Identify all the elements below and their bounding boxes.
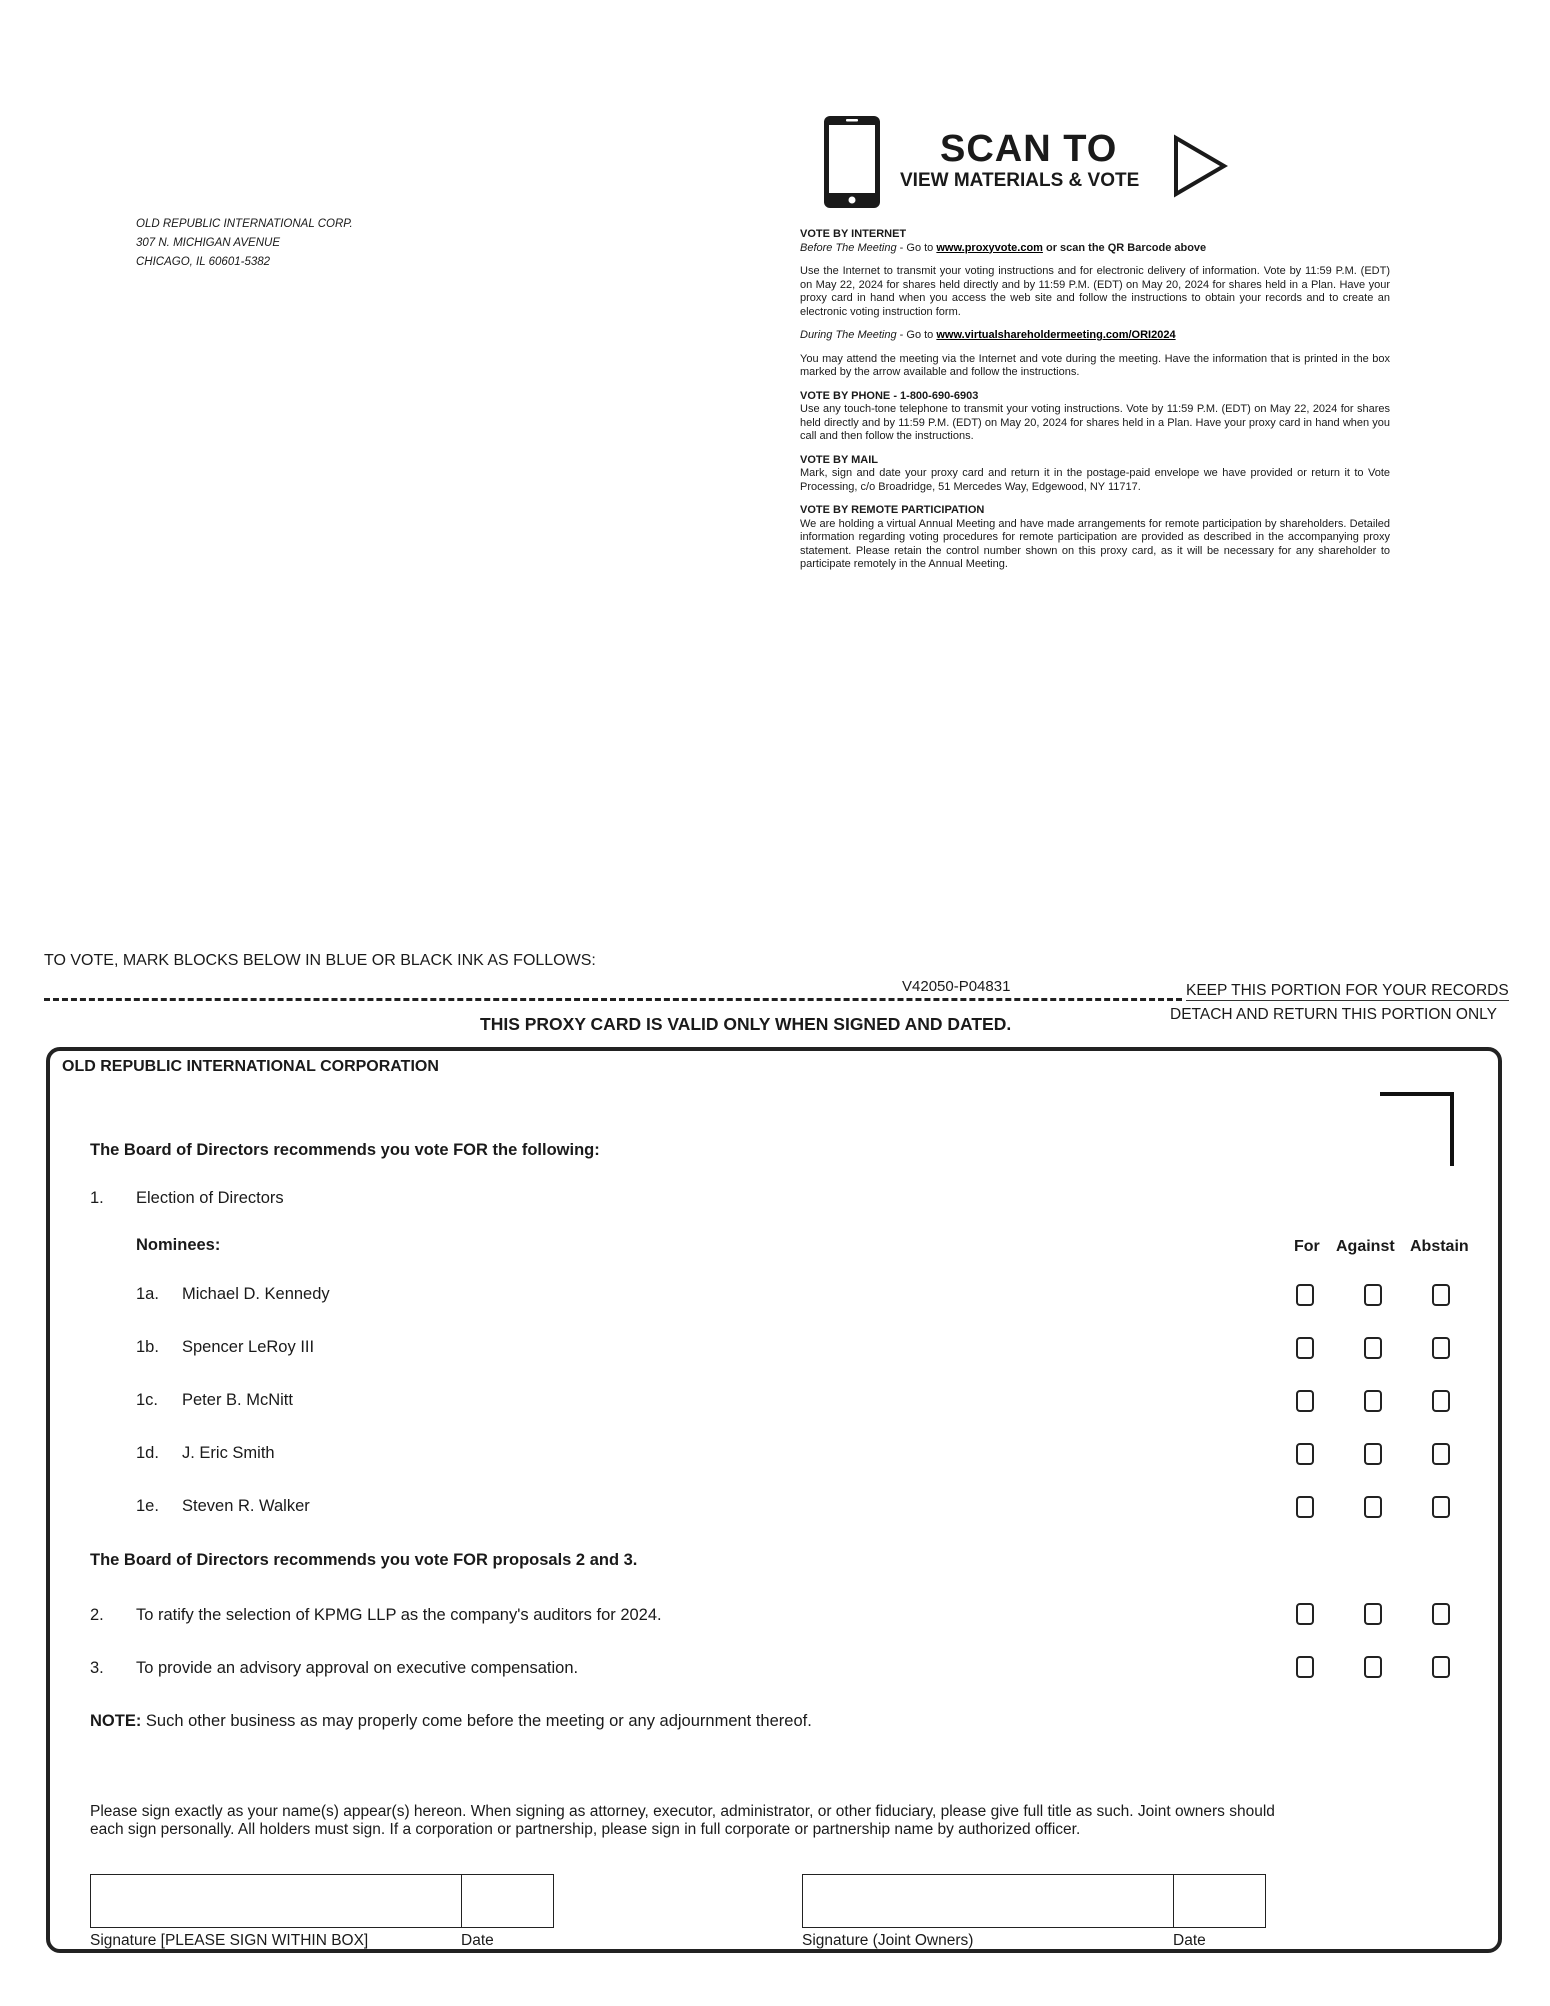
- checkbox-2-against[interactable]: [1364, 1603, 1382, 1625]
- remote-body: We are holding a virtual Annual Meeting and have made arrangements for remote participation by shareholders. Detailed information regarding voting procedures for remote participation are provided as described in the accompanying proxy statement. Please retain the control number shown on this proxy card, as it will be necessary for any shareholder to participate remotely in the Annual Meeting.: [800, 517, 1390, 570]
- mark-instructions: TO VOTE, MARK BLOCKS BELOW IN BLUE OR BLACK INK AS FOLLOWS:: [44, 952, 596, 969]
- mail-body: Mark, sign and date your proxy card and return it in the postage-paid envelope we have provided or return it to Vote Processing, c/o Broadridge, 51 Mercedes Way, Edgewood, NY 11717.: [800, 467, 1390, 493]
- checkbox-1e-against[interactable]: [1364, 1496, 1382, 1518]
- valid-notice: THIS PROXY CARD IS VALID ONLY WHEN SIGNED AND DATED.: [480, 1014, 1012, 1034]
- nominee-code: 1d.: [136, 1444, 159, 1462]
- corner-mark: [1380, 1092, 1454, 1166]
- nominee-code: 1b.: [136, 1338, 159, 1356]
- mailing-address: [136, 215, 353, 272]
- joint-date-label: Date: [1173, 1932, 1206, 1949]
- proposal-number: 2.: [90, 1606, 104, 1624]
- checkbox-3-abstain[interactable]: [1432, 1656, 1450, 1678]
- signature-label: Signature [PLEASE SIGN WITHIN BOX]: [90, 1932, 369, 1949]
- checkbox-1a-for[interactable]: [1296, 1284, 1314, 1306]
- checkbox-1c-for[interactable]: [1296, 1390, 1314, 1412]
- scan-subtitle: VIEW MATERIALS & VOTE: [900, 170, 1140, 191]
- company-name: OLD REPUBLIC INTERNATIONAL CORPORATION: [62, 1058, 439, 1075]
- control-code: V42050-P04831: [898, 978, 1014, 995]
- detach-line: [44, 998, 1182, 1001]
- signature-box[interactable]: [90, 1874, 554, 1928]
- phone-body: Use any touch-tone telephone to transmit your voting instructions. Vote by 11:59 P.M. (EDT) on May 22, 2024 for shares held directly and by 11:59 P.M. (EDT) on May 20, 2024 for shares held in a Plan. Have your proxy card in hand when you call and then follow the instructions.: [800, 403, 1390, 442]
- checkbox-1a-abstain[interactable]: [1432, 1284, 1450, 1306]
- nominee-name: Peter B. McNitt: [182, 1391, 293, 1409]
- joint-signature-label: Signature (Joint Owners): [802, 1932, 974, 1949]
- column-abstain: Abstain: [1410, 1238, 1469, 1255]
- phone-heading: VOTE BY PHONE - 1-800-690-6903: [800, 389, 979, 402]
- virtual-meeting-link[interactable]: www.virtualshareholdermeeting.com/ORI2024: [936, 329, 1176, 341]
- nominee-code: 1c.: [136, 1391, 159, 1409]
- detach-portion-label: DETACH AND RETURN THIS PORTION ONLY: [1170, 1006, 1497, 1023]
- column-against: Against: [1336, 1238, 1395, 1255]
- proxyvote-link[interactable]: www.proxyvote.com: [936, 241, 1043, 254]
- nominee-name: J. Eric Smith: [182, 1444, 275, 1462]
- date-box-divider: [1173, 1875, 1174, 1927]
- during-go-text: - Go to: [896, 329, 937, 341]
- during-meeting-label: During The Meeting: [800, 329, 897, 341]
- before-go-text: - Go to: [896, 241, 937, 254]
- checkbox-1b-abstain[interactable]: [1432, 1337, 1450, 1359]
- smartphone-icon: [822, 114, 882, 215]
- item-1-label: Election of Directors: [136, 1189, 284, 1207]
- date-label: Date: [461, 1932, 494, 1949]
- nominee-name: Steven R. Walker: [182, 1497, 310, 1515]
- scan-title: SCAN TO: [940, 128, 1118, 170]
- column-for: For: [1294, 1238, 1320, 1255]
- checkbox-1b-for[interactable]: [1296, 1337, 1314, 1359]
- checkbox-1b-against[interactable]: [1364, 1337, 1382, 1359]
- play-arrow-icon: [1172, 134, 1230, 203]
- note-text: Such other business as may properly come before the meeting or any adjournment thereof.: [141, 1712, 812, 1730]
- item-1-number: 1.: [90, 1189, 104, 1207]
- checkbox-1e-for[interactable]: [1296, 1496, 1314, 1518]
- nominee-name: Michael D. Kennedy: [182, 1285, 330, 1303]
- during-body: You may attend the meeting via the Internet and vote during the meeting. Have the information that is printed in the box marked by the arrow available and follow the instructions.: [800, 352, 1390, 378]
- date-box-divider: [461, 1875, 462, 1927]
- nominee-code: 1a.: [136, 1285, 159, 1303]
- before-tail-text: or scan the QR Barcode above: [1042, 241, 1207, 254]
- checkbox-2-for[interactable]: [1296, 1603, 1314, 1625]
- address-line-2: 307 N. MICHIGAN AVENUE: [136, 237, 281, 249]
- checkbox-1d-for[interactable]: [1296, 1443, 1314, 1465]
- address-line-3: CHICAGO, IL 60601-5382: [136, 256, 271, 268]
- voting-instructions: [800, 228, 1390, 582]
- remote-heading: VOTE BY REMOTE PARTICIPATION: [800, 504, 985, 516]
- checkbox-1c-against[interactable]: [1364, 1390, 1382, 1412]
- nominees-label: Nominees:: [136, 1236, 221, 1254]
- checkbox-3-against[interactable]: [1364, 1656, 1382, 1678]
- board-recommendation-1: The Board of Directors recommends you vote FOR the following:: [90, 1141, 600, 1159]
- address-line-1: OLD REPUBLIC INTERNATIONAL CORP.: [136, 218, 353, 230]
- checkbox-1d-against[interactable]: [1364, 1443, 1382, 1465]
- checkbox-1d-abstain[interactable]: [1432, 1443, 1450, 1465]
- checkbox-1e-abstain[interactable]: [1432, 1496, 1450, 1518]
- checkbox-2-abstain[interactable]: [1432, 1603, 1450, 1625]
- before-meeting-label: Before The Meeting: [800, 241, 897, 254]
- checkbox-3-for[interactable]: [1296, 1656, 1314, 1678]
- sign-instructions: Please sign exactly as your name(s) appear(s) hereon. When signing as attorney, executor, administrator, or other fiduciary, please give full title as such. Joint owners should each sign personally. All holders must sign. If a corporation or partnership, please sign in full corporate or partnership name by authorized officer.: [90, 1803, 1275, 1838]
- internet-body: Use the Internet to transmit your voting instructions and for electronic delivery of information. Vote by 11:59 P.M. (EDT) on May 22, 2024 for shares held directly and by 11:59 P.M. (EDT) on May 20, 2024 for shares held in a Plan. Have your proxy card in hand when you access the web site and follow the instructions to obtain your records and to create an electronic voting instruction form.: [800, 265, 1390, 318]
- board-recommendation-2: The Board of Directors recommends you vote FOR proposals 2 and 3.: [90, 1551, 638, 1569]
- internet-heading: VOTE BY INTERNET: [800, 228, 907, 240]
- checkbox-1a-against[interactable]: [1364, 1284, 1382, 1306]
- nominee-code: 1e.: [136, 1497, 159, 1515]
- proposal-text: To ratify the selection of KPMG LLP as the company's auditors for 2024.: [136, 1606, 662, 1624]
- proposal-number: 3.: [90, 1659, 104, 1677]
- keep-portion-label: KEEP THIS PORTION FOR YOUR RECORDS: [1186, 982, 1509, 999]
- mail-heading: VOTE BY MAIL: [800, 453, 879, 466]
- proposal-text: To provide an advisory approval on executive compensation.: [136, 1659, 579, 1677]
- note-label: NOTE:: [90, 1712, 142, 1730]
- note: [90, 1712, 812, 1731]
- nominee-name: Spencer LeRoy III: [182, 1338, 315, 1356]
- joint-signature-box[interactable]: [802, 1874, 1266, 1928]
- checkbox-1c-abstain[interactable]: [1432, 1390, 1450, 1412]
